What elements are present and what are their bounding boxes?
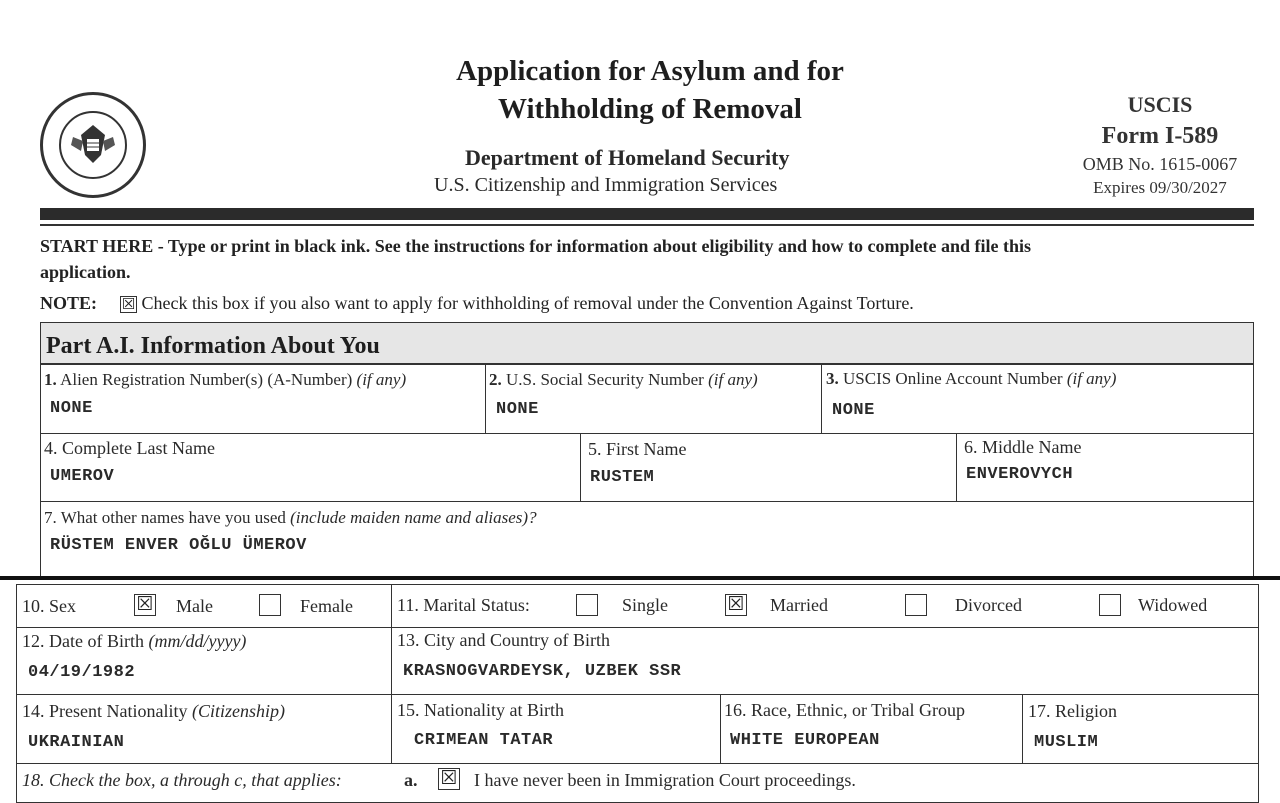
- marital-widowed-label: Widowed: [1138, 595, 1208, 615]
- image-split-line: [0, 576, 1280, 580]
- birthplace-input[interactable]: KRASNOGVARDEYSK, UZBEK SSR: [403, 662, 682, 681]
- marital-status-label: 11. Marital Status:: [397, 595, 530, 615]
- other-names-label: 7. What other names have you used (include maiden name and aliases)?: [44, 508, 537, 527]
- last-name-input[interactable]: UMEROV: [50, 467, 115, 486]
- marital-married-checkbox[interactable]: ☒: [725, 594, 747, 616]
- marital-single-checkbox[interactable]: [576, 594, 598, 616]
- middle-name-input[interactable]: ENVEROVYCH: [966, 465, 1074, 484]
- birth-nationality-input[interactable]: CRIMEAN TATAR: [414, 731, 554, 750]
- header-divider-thin: [40, 224, 1254, 226]
- expiration-date: Expires 09/30/2027: [1093, 178, 1227, 197]
- birthplace-label: 13. City and Country of Birth: [397, 630, 610, 650]
- dhs-seal-icon: [40, 92, 146, 198]
- form-title-line1: Application for Asylum and for: [456, 55, 844, 87]
- cat-note: [40, 293, 914, 314]
- field-3-label: 3. USCIS Online Account Number (if any): [826, 369, 1117, 388]
- field-2-label: 2. U.S. Social Security Number (if any): [489, 370, 758, 389]
- sex-female-label: Female: [300, 596, 353, 616]
- marital-divorced-checkbox[interactable]: [905, 594, 927, 616]
- sex-male-label: Male: [176, 596, 213, 616]
- department-name: Department of Homeland Security: [465, 145, 790, 170]
- never-in-court-text: I have never been in Immigration Court proceedings.: [474, 770, 856, 790]
- sex-label: 10. Sex: [22, 596, 76, 616]
- marital-widowed-checkbox[interactable]: [1099, 594, 1121, 616]
- court-proceedings-label: 18. Check the box, a through c, that applies:: [22, 770, 342, 790]
- form-number: Form I-589: [1101, 123, 1219, 149]
- header-divider: [40, 208, 1254, 220]
- uscis-account-input[interactable]: NONE: [832, 401, 875, 420]
- middle-name-label: 6. Middle Name: [964, 437, 1082, 457]
- omb-number: OMB No. 1615-0067: [1082, 154, 1238, 174]
- nationality-label: 14. Present Nationality (Citizenship): [22, 701, 285, 721]
- marital-divorced-label: Divorced: [955, 595, 1022, 615]
- ethnic-group-label: 16. Race, Ethnic, or Tribal Group: [724, 700, 965, 720]
- marital-single-label: Single: [622, 595, 669, 615]
- part-a1-title: Part A.I. Information About You: [41, 323, 1253, 363]
- first-name-label: 5. First Name: [588, 439, 687, 459]
- religion-input[interactable]: MUSLIM: [1034, 733, 1099, 752]
- start-instructions: START HERE - Type or print in black ink. See the instructions for information about eligibility and how to complete and file this: [40, 236, 1031, 256]
- sex-male-checkbox[interactable]: ☒: [134, 594, 156, 616]
- dob-input[interactable]: 04/19/1982: [28, 663, 136, 682]
- note-text: Check this box if you also want to apply for withholding of removal under the Convention Against Torture.: [141, 293, 914, 313]
- ethnic-group-input[interactable]: WHITE EUROPEAN: [730, 731, 880, 750]
- last-name-label: 4. Complete Last Name: [44, 438, 215, 458]
- field-1-label: 1. Alien Registration Number(s) (A-Number) (if any): [44, 370, 407, 389]
- ssn-input[interactable]: NONE: [496, 400, 539, 419]
- agency-short: USCIS: [1127, 92, 1193, 117]
- birth-nationality-label: 15. Nationality at Birth: [397, 700, 564, 720]
- form-title-line2: Withholding of Removal: [497, 93, 802, 125]
- start-instructions-cont: application.: [40, 262, 131, 282]
- other-names-input[interactable]: RÜSTEM ENVER OĞLU ÜMEROV: [50, 536, 307, 555]
- note-label: NOTE:: [40, 293, 98, 313]
- marital-married-label: Married: [770, 595, 828, 615]
- religion-label: 17. Religion: [1028, 701, 1117, 721]
- never-in-court-checkbox[interactable]: ☒: [438, 768, 460, 790]
- a-number-input[interactable]: NONE: [50, 399, 93, 418]
- sex-female-checkbox[interactable]: [259, 594, 281, 616]
- option-a-label: a.: [404, 770, 418, 790]
- first-name-input[interactable]: RUSTEM: [590, 468, 655, 487]
- cat-checkbox[interactable]: ☒: [121, 295, 136, 314]
- nationality-input[interactable]: UKRAINIAN: [28, 733, 125, 752]
- dob-label: 12. Date of Birth (mm/dd/yyyy): [22, 631, 247, 651]
- agency-name: U.S. Citizenship and Immigration Services: [434, 174, 778, 196]
